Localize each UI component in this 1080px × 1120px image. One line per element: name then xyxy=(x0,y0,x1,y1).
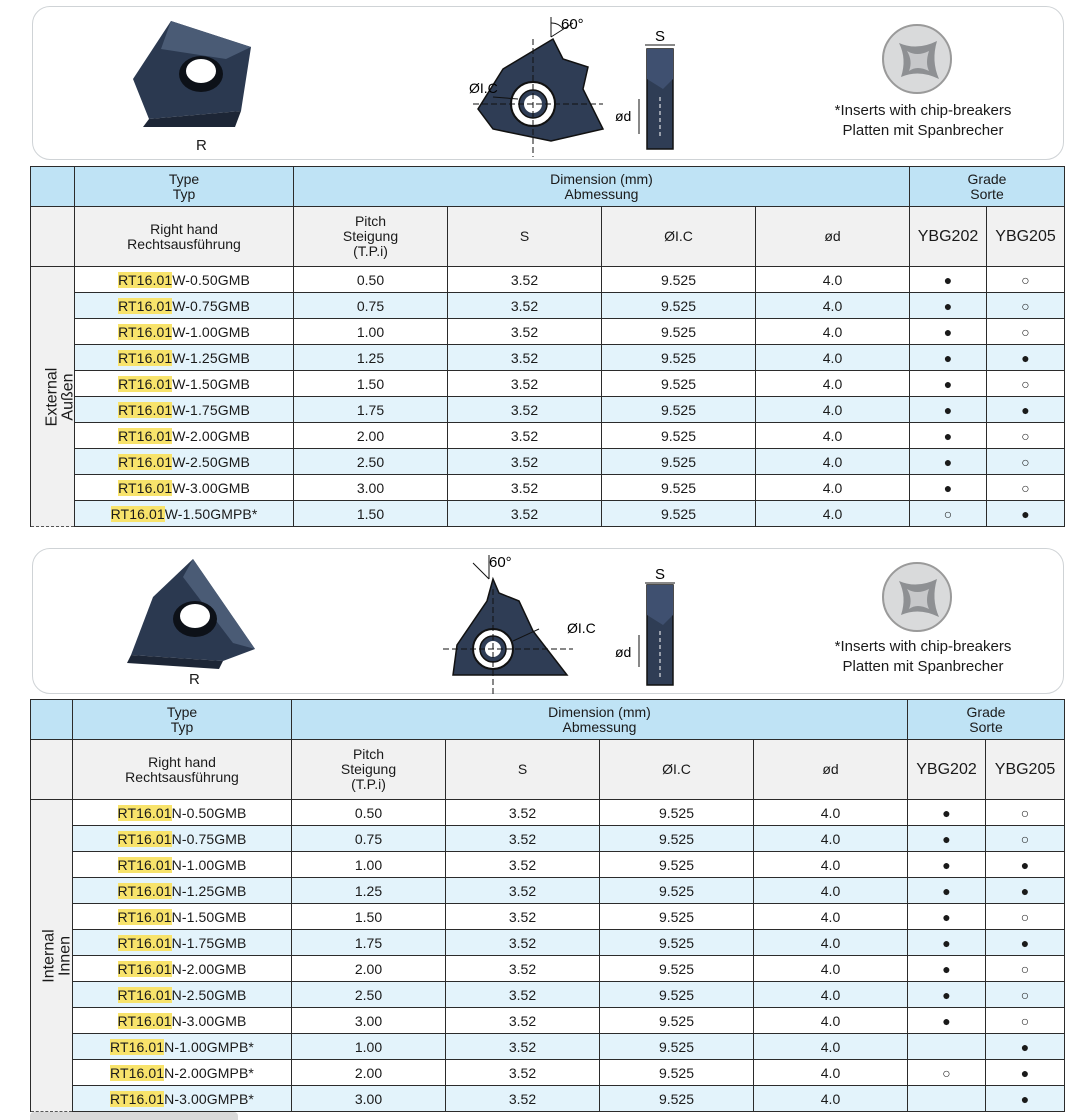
external-d-label: ød xyxy=(615,108,632,124)
s-cell: 3.52 xyxy=(446,852,600,878)
grade-ybg202-cell: ● xyxy=(910,319,987,345)
s-header: S xyxy=(448,207,602,267)
ic-cell: 9.525 xyxy=(602,475,756,501)
ic-cell: 9.525 xyxy=(600,826,754,852)
pitch-cell: 2.00 xyxy=(292,956,446,982)
d-cell: 4.0 xyxy=(756,345,910,371)
code-suffix: N-3.00GMPB* xyxy=(164,1090,254,1107)
type-header: Type Typ xyxy=(75,167,294,207)
internal-angle-label: 60° xyxy=(489,554,512,571)
insert-code-cell xyxy=(73,878,292,904)
d-cell: 4.0 xyxy=(756,475,910,501)
s-header: S xyxy=(446,740,600,800)
grade-ybg205-cell: ● xyxy=(987,397,1065,423)
ic-cell: 9.525 xyxy=(600,956,754,982)
grade-ybg202-cell: ● xyxy=(910,397,987,423)
code-suffix: N-1.00GMB xyxy=(171,856,247,873)
insert-code-cell xyxy=(75,345,294,371)
code-prefix: RT16.01 xyxy=(117,882,172,899)
table-row xyxy=(31,501,1065,527)
internal-insert-photo xyxy=(123,557,263,669)
dimension-header: Dimension (mm) Abmessung xyxy=(294,167,910,207)
ic-cell: 9.525 xyxy=(600,904,754,930)
insert-code-cell xyxy=(75,371,294,397)
internal-note-en: *Inserts with chip-breakers xyxy=(834,638,1012,655)
code-suffix: N-1.75GMB xyxy=(171,934,247,951)
code-suffix: N-1.25GMB xyxy=(171,882,247,899)
s-cell: 3.52 xyxy=(446,1034,600,1060)
external-note-en: *Inserts with chip-breakers xyxy=(834,102,1012,119)
grade-ybg205-cell: ● xyxy=(986,878,1065,904)
ic-cell: 9.525 xyxy=(600,878,754,904)
table-row xyxy=(31,1008,1065,1034)
s-cell: 3.52 xyxy=(448,319,602,345)
insert-code-cell xyxy=(75,397,294,423)
grade-ybg205-cell: ○ xyxy=(987,449,1065,475)
code-prefix: RT16.01 xyxy=(118,401,173,418)
code-prefix: RT16.01 xyxy=(117,960,172,977)
table-row xyxy=(31,475,1065,501)
insert-code-cell xyxy=(73,1008,292,1034)
code-suffix: W-1.50GMPB* xyxy=(164,505,258,522)
grade-ybg205-cell: ● xyxy=(987,345,1065,371)
external-insert-hand-label: R xyxy=(196,137,207,154)
external-s-label: S xyxy=(655,28,666,45)
s-cell: 3.52 xyxy=(446,1060,600,1086)
grade-ybg205-cell: ● xyxy=(986,852,1065,878)
ic-cell: 9.525 xyxy=(602,267,756,293)
internal-side-label: Internal Innen xyxy=(31,800,73,1112)
ic-cell: 9.525 xyxy=(602,501,756,527)
s-cell: 3.52 xyxy=(446,1008,600,1034)
internal-insert-drawing xyxy=(433,549,713,695)
code-suffix: N-2.50GMB xyxy=(171,986,247,1003)
table-row xyxy=(31,423,1065,449)
code-suffix: W-1.00GMB xyxy=(172,323,250,340)
code-prefix: RT16.01 xyxy=(117,1012,172,1029)
code-suffix: N-2.00GMPB* xyxy=(164,1064,254,1081)
grade-ybg202-header: YBG202 xyxy=(910,207,987,267)
external-insert-drawing xyxy=(433,9,713,159)
insert-code-cell xyxy=(73,1086,292,1112)
d-cell: 4.0 xyxy=(756,319,910,345)
d-cell: 4.0 xyxy=(756,267,910,293)
corner-cell xyxy=(31,740,73,800)
corner-cell xyxy=(31,700,73,740)
grade-ybg205-cell: ● xyxy=(986,1086,1065,1112)
pitch-cell: 1.25 xyxy=(294,345,448,371)
code-suffix: N-0.75GMB xyxy=(171,830,247,847)
pitch-cell: 2.00 xyxy=(294,423,448,449)
ic-header: ØI.C xyxy=(602,207,756,267)
table-row xyxy=(31,800,1065,826)
grade-ybg202-cell: ● xyxy=(908,852,986,878)
d-header: ød xyxy=(756,207,910,267)
table-row xyxy=(31,904,1065,930)
s-cell: 3.52 xyxy=(448,475,602,501)
table-row xyxy=(31,397,1065,423)
pitch-cell: 1.50 xyxy=(292,904,446,930)
code-suffix: N-3.00GMB xyxy=(171,1012,247,1029)
insert-code-cell xyxy=(73,800,292,826)
d-cell: 4.0 xyxy=(754,930,908,956)
grade-ybg205-cell: ● xyxy=(986,930,1065,956)
pitch-header: Pitch Steigung (T.P.i) xyxy=(294,207,448,267)
grade-ybg205-cell: ○ xyxy=(986,826,1065,852)
ic-cell: 9.525 xyxy=(600,930,754,956)
table-row xyxy=(31,1086,1065,1112)
code-suffix: W-1.75GMB xyxy=(172,401,250,418)
pitch-cell: 1.25 xyxy=(292,878,446,904)
s-cell: 3.52 xyxy=(446,800,600,826)
d-cell: 4.0 xyxy=(754,878,908,904)
d-cell: 4.0 xyxy=(756,501,910,527)
grade-header: Grade Sorte xyxy=(908,700,1065,740)
pitch-cell: 3.00 xyxy=(292,1086,446,1112)
code-prefix: RT16.01 xyxy=(110,1064,165,1081)
type-header: Type Typ xyxy=(73,700,292,740)
d-cell: 4.0 xyxy=(756,397,910,423)
s-cell: 3.52 xyxy=(446,956,600,982)
external-illustration-panel xyxy=(32,6,1064,160)
grade-ybg205-header: YBG205 xyxy=(987,207,1065,267)
code-prefix: RT16.01 xyxy=(110,505,165,522)
ic-cell: 9.525 xyxy=(602,449,756,475)
internal-chipbreaker-note xyxy=(803,637,1043,677)
s-cell: 3.52 xyxy=(446,982,600,1008)
insert-code-cell xyxy=(73,930,292,956)
insert-code-cell xyxy=(75,501,294,527)
d-cell: 4.0 xyxy=(754,1086,908,1112)
s-cell: 3.52 xyxy=(448,397,602,423)
code-suffix: W-0.75GMB xyxy=(172,297,250,314)
code-suffix: W-3.00GMB xyxy=(172,479,250,496)
s-cell: 3.52 xyxy=(448,449,602,475)
code-prefix: RT16.01 xyxy=(117,830,172,847)
insert-code-cell xyxy=(75,319,294,345)
pitch-cell: 0.50 xyxy=(294,267,448,293)
external-insert-photo xyxy=(131,19,261,129)
insert-code-cell xyxy=(73,982,292,1008)
grade-ybg205-cell: ○ xyxy=(987,475,1065,501)
external-chipbreaker-note xyxy=(803,101,1043,141)
grade-ybg202-cell: ● xyxy=(910,371,987,397)
s-cell: 3.52 xyxy=(446,930,600,956)
d-cell: 4.0 xyxy=(754,982,908,1008)
code-suffix: N-1.50GMB xyxy=(171,908,247,925)
internal-insert-hand-label: R xyxy=(189,671,200,688)
table-row xyxy=(31,1034,1065,1060)
table-row xyxy=(31,826,1065,852)
ic-cell: 9.525 xyxy=(600,982,754,1008)
pitch-cell: 0.50 xyxy=(292,800,446,826)
code-prefix: RT16.01 xyxy=(117,934,172,951)
code-prefix: RT16.01 xyxy=(117,986,172,1003)
grade-ybg202-cell: ● xyxy=(908,904,986,930)
grade-ybg202-header: YBG202 xyxy=(908,740,986,800)
pitch-cell: 3.00 xyxy=(292,1008,446,1034)
grade-ybg202-cell: ● xyxy=(910,423,987,449)
external-angle-label: 60° xyxy=(561,16,584,33)
ic-header: ØI.C xyxy=(600,740,754,800)
code-prefix: RT16.01 xyxy=(118,349,173,366)
internal-chipbreaker-icon xyxy=(879,559,955,635)
grade-ybg205-cell: ○ xyxy=(987,293,1065,319)
d-cell: 4.0 xyxy=(754,956,908,982)
table-row xyxy=(31,449,1065,475)
code-suffix: W-1.25GMB xyxy=(172,349,250,366)
table-row xyxy=(31,371,1065,397)
pitch-cell: 1.75 xyxy=(294,397,448,423)
next-section-tab xyxy=(30,1112,238,1120)
code-prefix: RT16.01 xyxy=(110,1090,165,1107)
d-cell: 4.0 xyxy=(754,904,908,930)
pitch-cell: 1.00 xyxy=(292,1034,446,1060)
internal-insert-table xyxy=(30,699,1065,1112)
d-cell: 4.0 xyxy=(754,800,908,826)
insert-code-cell xyxy=(75,449,294,475)
pitch-cell: 1.50 xyxy=(294,501,448,527)
d-cell: 4.0 xyxy=(756,371,910,397)
d-cell: 4.0 xyxy=(754,1008,908,1034)
code-prefix: RT16.01 xyxy=(118,271,173,288)
ic-cell: 9.525 xyxy=(600,1008,754,1034)
grade-ybg202-cell xyxy=(908,1086,986,1112)
grade-ybg202-cell: ● xyxy=(908,1008,986,1034)
pitch-cell: 1.50 xyxy=(294,371,448,397)
grade-ybg202-cell: ○ xyxy=(908,1060,986,1086)
insert-code-cell xyxy=(73,852,292,878)
internal-ic-label: ØI.C xyxy=(567,620,596,636)
d-cell: 4.0 xyxy=(756,449,910,475)
ic-cell: 9.525 xyxy=(600,800,754,826)
dimension-header: Dimension (mm) Abmessung xyxy=(292,700,908,740)
pitch-cell: 0.75 xyxy=(292,826,446,852)
grade-ybg202-cell: ● xyxy=(910,475,987,501)
external-ic-label: ØI.C xyxy=(469,80,498,96)
grade-ybg202-cell: ● xyxy=(908,956,986,982)
external-insert-table xyxy=(30,166,1065,527)
pitch-cell: 2.50 xyxy=(294,449,448,475)
hand-header: Right hand Rechtsausführung xyxy=(75,207,294,267)
ic-cell: 9.525 xyxy=(602,319,756,345)
table-row xyxy=(31,319,1065,345)
table-row xyxy=(31,982,1065,1008)
hand-header: Right hand Rechtsausführung xyxy=(73,740,292,800)
internal-s-label: S xyxy=(655,566,666,583)
insert-code-cell xyxy=(73,904,292,930)
insert-code-cell xyxy=(73,1034,292,1060)
grade-ybg202-cell: ● xyxy=(908,982,986,1008)
pitch-cell: 1.75 xyxy=(292,930,446,956)
code-prefix: RT16.01 xyxy=(118,427,173,444)
grade-ybg205-cell: ○ xyxy=(987,371,1065,397)
ic-cell: 9.525 xyxy=(600,1060,754,1086)
grade-ybg202-cell: ● xyxy=(908,878,986,904)
grade-ybg205-cell: ○ xyxy=(987,267,1065,293)
insert-code-cell xyxy=(75,423,294,449)
code-prefix: RT16.01 xyxy=(118,323,173,340)
table-row xyxy=(31,930,1065,956)
code-suffix: N-0.50GMB xyxy=(171,804,247,821)
grade-ybg202-cell: ● xyxy=(910,293,987,319)
code-prefix: RT16.01 xyxy=(117,856,172,873)
code-suffix: W-0.50GMB xyxy=(172,271,250,288)
pitch-cell: 2.00 xyxy=(292,1060,446,1086)
code-suffix: W-1.50GMB xyxy=(172,375,250,392)
s-cell: 3.52 xyxy=(446,1086,600,1112)
insert-code-cell xyxy=(73,956,292,982)
d-cell: 4.0 xyxy=(754,1060,908,1086)
insert-code-cell xyxy=(75,267,294,293)
code-prefix: RT16.01 xyxy=(118,453,173,470)
grade-ybg205-header: YBG205 xyxy=(986,740,1065,800)
s-cell: 3.52 xyxy=(448,267,602,293)
table-row xyxy=(31,345,1065,371)
pitch-cell: 1.00 xyxy=(292,852,446,878)
grade-ybg205-cell: ○ xyxy=(986,956,1065,982)
corner-cell xyxy=(31,207,75,267)
insert-code-cell xyxy=(75,293,294,319)
table-row xyxy=(31,956,1065,982)
grade-ybg202-cell xyxy=(908,1034,986,1060)
grade-ybg202-cell: ● xyxy=(910,345,987,371)
code-prefix: RT16.01 xyxy=(117,804,172,821)
code-prefix: RT16.01 xyxy=(117,908,172,925)
grade-ybg205-cell: ● xyxy=(987,501,1065,527)
code-prefix: RT16.01 xyxy=(118,297,173,314)
code-suffix: W-2.00GMB xyxy=(172,427,250,444)
pitch-cell: 0.75 xyxy=(294,293,448,319)
s-cell: 3.52 xyxy=(448,371,602,397)
grade-ybg205-cell: ○ xyxy=(986,982,1065,1008)
ic-cell: 9.525 xyxy=(600,1086,754,1112)
code-suffix: N-2.00GMB xyxy=(171,960,247,977)
ic-cell: 9.525 xyxy=(600,852,754,878)
ic-cell: 9.525 xyxy=(600,1034,754,1060)
grade-ybg202-cell: ● xyxy=(908,800,986,826)
grade-ybg202-cell: ● xyxy=(908,826,986,852)
ic-cell: 9.525 xyxy=(602,423,756,449)
grade-ybg202-cell: ● xyxy=(910,449,987,475)
external-chipbreaker-icon xyxy=(879,21,955,97)
s-cell: 3.52 xyxy=(448,345,602,371)
table-row xyxy=(31,852,1065,878)
corner-cell xyxy=(31,167,75,207)
table-row xyxy=(31,1060,1065,1086)
internal-note-de: Platten mit Spanbrecher xyxy=(842,658,1004,675)
s-cell: 3.52 xyxy=(448,423,602,449)
d-cell: 4.0 xyxy=(754,826,908,852)
external-side-label: External Außen xyxy=(31,267,75,527)
pitch-cell: 3.00 xyxy=(294,475,448,501)
grade-ybg202-cell: ● xyxy=(908,930,986,956)
insert-code-cell xyxy=(73,826,292,852)
grade-ybg205-cell: ○ xyxy=(986,904,1065,930)
code-prefix: RT16.01 xyxy=(118,375,173,392)
grade-ybg202-cell: ● xyxy=(910,267,987,293)
table-row xyxy=(31,267,1065,293)
grade-ybg205-cell: ● xyxy=(986,1060,1065,1086)
ic-cell: 9.525 xyxy=(602,345,756,371)
insert-code-cell xyxy=(75,475,294,501)
grade-ybg205-cell: ○ xyxy=(986,800,1065,826)
table-row xyxy=(31,878,1065,904)
grade-ybg205-cell: ● xyxy=(986,1034,1065,1060)
grade-ybg205-cell: ○ xyxy=(987,319,1065,345)
code-prefix: RT16.01 xyxy=(110,1038,165,1055)
s-cell: 3.52 xyxy=(446,826,600,852)
pitch-header: Pitch Steigung (T.P.i) xyxy=(292,740,446,800)
code-suffix: W-2.50GMB xyxy=(172,453,250,470)
pitch-cell: 1.00 xyxy=(294,319,448,345)
d-cell: 4.0 xyxy=(756,293,910,319)
s-cell: 3.52 xyxy=(446,878,600,904)
table-row xyxy=(31,293,1065,319)
external-note-de: Platten mit Spanbrecher xyxy=(842,122,1004,139)
pitch-cell: 2.50 xyxy=(292,982,446,1008)
code-prefix: RT16.01 xyxy=(118,479,173,496)
grade-ybg205-cell: ○ xyxy=(987,423,1065,449)
d-cell: 4.0 xyxy=(754,852,908,878)
s-cell: 3.52 xyxy=(448,293,602,319)
ic-cell: 9.525 xyxy=(602,293,756,319)
ic-cell: 9.525 xyxy=(602,371,756,397)
grade-ybg202-cell: ○ xyxy=(910,501,987,527)
internal-illustration-panel xyxy=(32,548,1064,694)
s-cell: 3.52 xyxy=(446,904,600,930)
d-cell: 4.0 xyxy=(756,423,910,449)
grade-ybg205-cell: ○ xyxy=(986,1008,1065,1034)
insert-code-cell xyxy=(73,1060,292,1086)
internal-d-label: ød xyxy=(615,644,632,660)
d-cell: 4.0 xyxy=(754,1034,908,1060)
ic-cell: 9.525 xyxy=(602,397,756,423)
s-cell: 3.52 xyxy=(448,501,602,527)
d-header: ød xyxy=(754,740,908,800)
code-suffix: N-1.00GMPB* xyxy=(164,1038,254,1055)
grade-header: Grade Sorte xyxy=(910,167,1065,207)
